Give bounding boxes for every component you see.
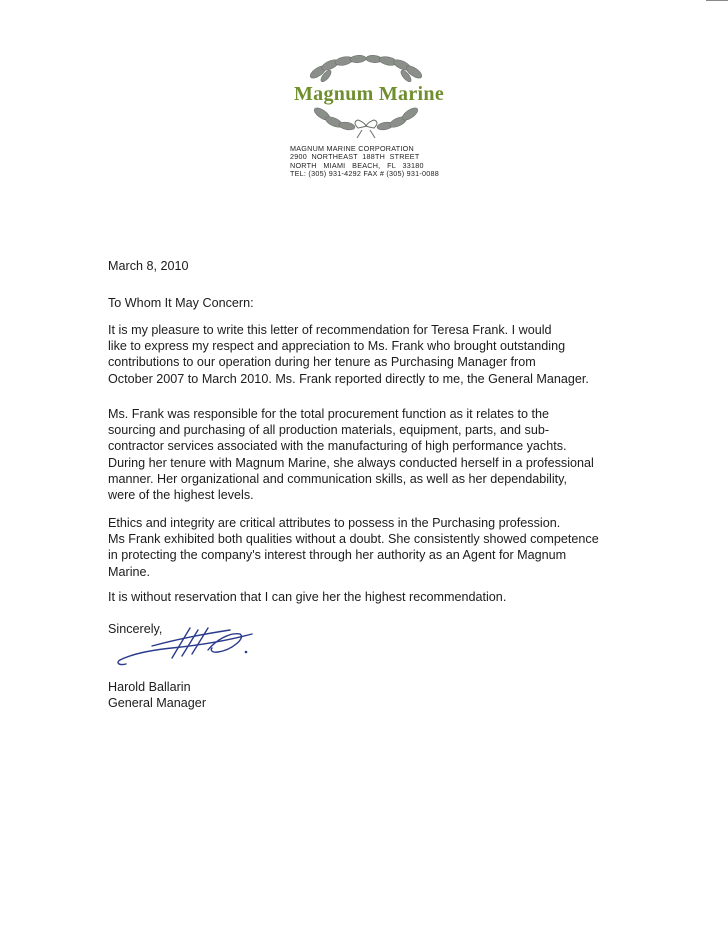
paragraph-line: like to express my respect and appreciation to Ms. Frank who brought outstanding: [108, 339, 566, 354]
company-name: MAGNUM MARINE CORPORATION: [290, 144, 414, 153]
paragraph-line: in protecting the company's interest through her authority as an Agent for Magnum: [108, 548, 567, 563]
paragraph-line: manner. Her organizational and communication skills, as well as her dependability,: [108, 471, 567, 486]
handwritten-signature: [112, 620, 272, 670]
company-address-block: [290, 145, 450, 178]
letter-salutation: To Whom It May Concern:: [108, 296, 254, 310]
paragraph-line: were of the highest levels.: [108, 488, 254, 503]
magnum-marine-logo: [266, 52, 466, 142]
paragraph-line: sourcing and purchasing of all production materials, equipment, parts, and sub-: [108, 423, 550, 438]
paragraph-line: During her tenure with Magnum Marine, she always conducted herself in a professional: [108, 455, 594, 470]
paragraph-line: Marine.: [108, 564, 150, 579]
signer-name: Harold Ballarin: [108, 680, 191, 694]
paragraph-ethics: [108, 515, 599, 580]
paragraph-introduction: [108, 322, 589, 387]
paragraph-line: contributions to our operation during her tenure as Purchasing Manager from: [108, 355, 536, 370]
paragraph-line: October 2007 to March 2010. Ms. Frank reported directly to me, the General Manager.: [108, 371, 589, 386]
paragraph-line: Ms. Frank was responsible for the total procurement function as it relates to the: [108, 407, 549, 421]
paragraph-line: Ms Frank exhibited both qualities without a doubt. She consistently showed competence: [108, 532, 599, 547]
logo-wordmark: Magnum Marine: [294, 83, 444, 105]
letter-closing: Sincerely,: [108, 622, 163, 636]
signer-title: General Manager: [108, 696, 207, 710]
paragraph-line: It is without reservation that I can give her the highest recommendation.: [108, 590, 507, 604]
paragraph-line: contractor services associated with the manufacturing of high performance yachts.: [108, 439, 567, 454]
company-street: 2900 NORTHEAST 188TH STREET: [290, 152, 420, 162]
scan-edge-mark: [706, 0, 728, 1]
paragraph-recommendation: [108, 589, 506, 605]
letter-date: March 8, 2010: [108, 259, 189, 273]
company-phone-fax: TEL: (305) 931-4292 FAX # (305) 931-0088: [290, 168, 440, 178]
company-city: NORTH MIAMI BEACH, FL 33180: [290, 160, 424, 170]
paragraph-responsibilities: [108, 406, 594, 503]
paragraph-line: It is my pleasure to write this letter of recommendation for Teresa Frank. I would: [108, 323, 552, 337]
paragraph-line: Ethics and integrity are critical attributes to possess in the Purchasing profession.: [108, 516, 561, 530]
